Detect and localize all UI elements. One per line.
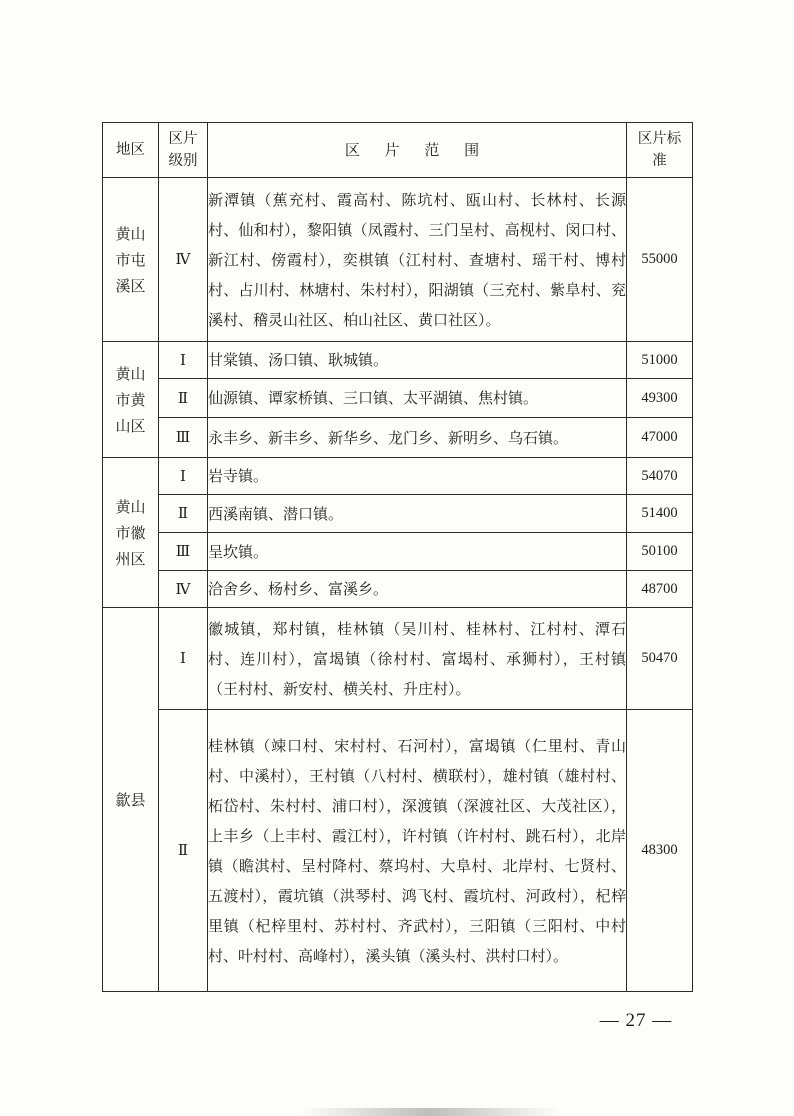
level-cell: Ⅱ bbox=[159, 495, 208, 533]
level-cell: Ⅰ bbox=[159, 458, 208, 495]
level-cell: Ⅲ bbox=[159, 418, 208, 458]
level-cell: Ⅲ bbox=[159, 533, 208, 571]
area-cell: 歙县 bbox=[103, 608, 159, 992]
scope-cell: 西溪南镇、潜口镇。 bbox=[208, 495, 627, 533]
header-level: 区片级别 bbox=[159, 123, 208, 178]
table-row bbox=[103, 458, 693, 495]
scan-shadow bbox=[300, 1108, 560, 1116]
area-cell: 黄山市黄山区 bbox=[103, 342, 159, 458]
level-cell: Ⅳ bbox=[159, 178, 208, 342]
table-row bbox=[103, 571, 693, 608]
standard-cell: 54070 bbox=[627, 458, 693, 495]
level-cell: Ⅰ bbox=[159, 608, 208, 710]
scope-cell: 永丰乡、新丰乡、新华乡、龙门乡、新明乡、乌石镇。 bbox=[208, 418, 627, 458]
scope-cell: 仙源镇、谭家桥镇、三口镇、太平湖镇、焦村镇。 bbox=[208, 379, 627, 418]
table-row bbox=[103, 418, 693, 458]
table-row bbox=[103, 342, 693, 379]
standard-cell: 51000 bbox=[627, 342, 693, 379]
header-row bbox=[103, 123, 693, 178]
table-row bbox=[103, 178, 693, 342]
scope-cell: 洽舍乡、杨村乡、富溪乡。 bbox=[208, 571, 627, 608]
scope-cell: 岩寺镇。 bbox=[208, 458, 627, 495]
standard-cell: 50470 bbox=[627, 608, 693, 710]
standard-cell: 49300 bbox=[627, 379, 693, 418]
area-cell: 黄山市徽州区 bbox=[103, 458, 159, 608]
scope-cell: 新潭镇（蕉充村、霞高村、陈坑村、瓯山村、长林村、长源村、仙和村），黎阳镇（凤霞村、三门呈村、高枧村、闵口村、新江村、傍霞村），奕棋镇（江村村、查塘村、瑶干村、博村村、占川村、林塘村、朱村村），阳湖镇（三充村、紫阜村、兖溪村、稽灵山社区、柏山社区、黄口社区）。 bbox=[208, 178, 627, 342]
scope-cell: 甘棠镇、汤口镇、耿城镇。 bbox=[208, 342, 627, 379]
table-row bbox=[103, 495, 693, 533]
standard-cell: 51400 bbox=[627, 495, 693, 533]
table-row bbox=[103, 379, 693, 418]
table-row bbox=[103, 608, 693, 710]
header-scope: 区 片 范 围 bbox=[208, 123, 627, 178]
standard-cell: 48700 bbox=[627, 571, 693, 608]
level-cell: Ⅳ bbox=[159, 571, 208, 608]
header-standard: 区片标准 bbox=[627, 123, 693, 178]
header-area: 地区 bbox=[103, 123, 159, 178]
land-zone-price-table bbox=[102, 122, 693, 992]
scope-cell: 桂林镇（竦口村、宋村村、石河村），富堨镇（仁里村、青山村、中溪村），王村镇（八村村、横联村），雄村镇（雄村村、柘岱村、朱村村、浦口村），深渡镇（深渡社区、大茂社区），上丰乡（上丰村、霞江村），许村镇（许村村、跳石村），北岸镇（瞻淇村、呈村降村、蔡坞村、大阜村、北岸村、七贤村、五渡村），霞坑镇（洪琴村、鸿飞村、霞坑村、河政村），杞梓里镇（杞梓里村、苏村村、齐武村），三阳镇（三阳村、中村村、叶村村、高峰村），溪头镇（溪头村、洪村口村）。 bbox=[208, 710, 627, 992]
standard-cell: 50100 bbox=[627, 533, 693, 571]
table-row bbox=[103, 710, 693, 992]
page-number: — 27 — bbox=[599, 1010, 673, 1031]
level-cell: Ⅰ bbox=[159, 342, 208, 379]
standard-cell: 48300 bbox=[627, 710, 693, 992]
standard-cell: 55000 bbox=[627, 178, 693, 342]
scope-cell: 呈坎镇。 bbox=[208, 533, 627, 571]
area-cell: 黄山市屯溪区 bbox=[103, 178, 159, 342]
standard-cell: 47000 bbox=[627, 418, 693, 458]
scope-cell: 徽城镇，郑村镇，桂林镇（吴川村、桂林村、江村村、潭石村、连川村），富堨镇（徐村村、富堨村、承狮村），王村镇（王村村、新安村、横关村、升庄村）。 bbox=[208, 608, 627, 710]
level-cell: Ⅱ bbox=[159, 710, 208, 992]
level-cell: Ⅱ bbox=[159, 379, 208, 418]
table-row bbox=[103, 533, 693, 571]
